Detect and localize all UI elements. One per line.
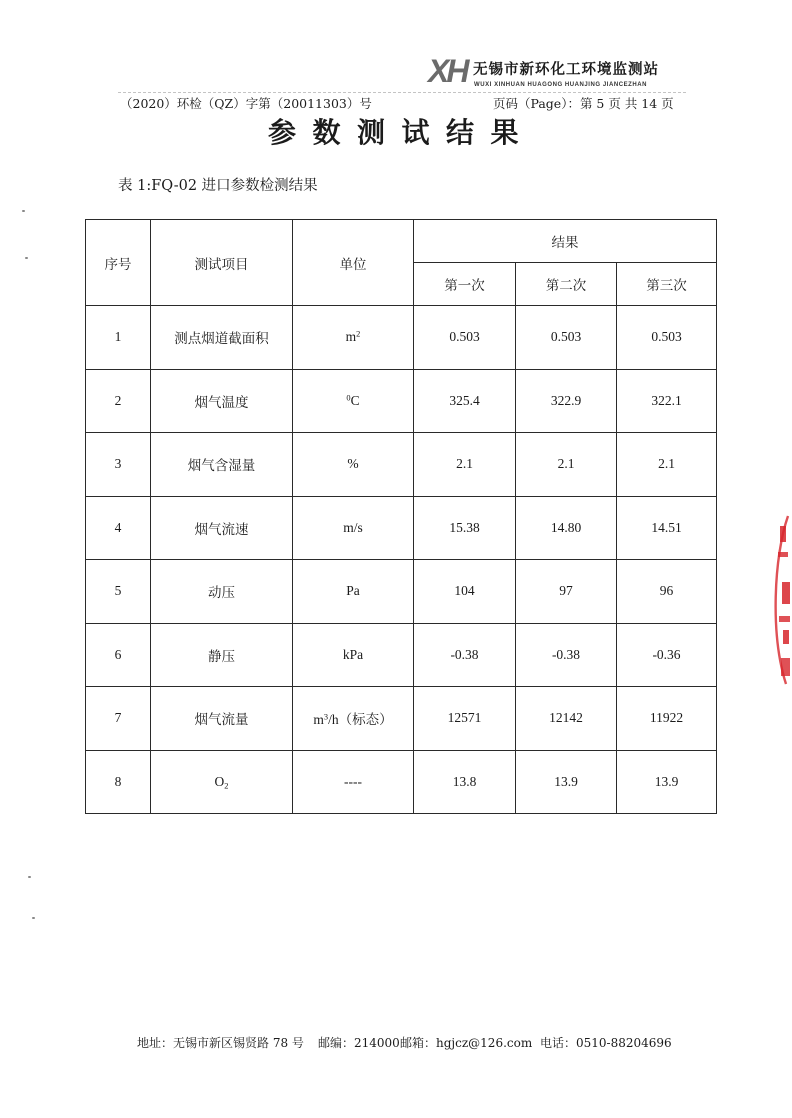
table-head [86, 220, 717, 306]
unit-cell: kPa [293, 623, 414, 687]
page-number-info: 页码（Page）：第 5 页 共 14 页 [493, 96, 674, 111]
seq-cell: 2 [86, 369, 151, 433]
unit-cell: m/s [293, 496, 414, 560]
result-cell-run-3: 96 [617, 560, 717, 624]
scan-speck [25, 257, 28, 259]
unit-cell [293, 369, 414, 433]
unit-supscript: 0 [346, 393, 351, 403]
item-cell: 动压 [151, 560, 293, 624]
result-cell-run-2: 12142 [516, 687, 617, 751]
item-cell: 烟气含湿量 [151, 433, 293, 497]
table-row [86, 306, 717, 370]
col-header-unit: 单位 [293, 220, 414, 306]
result-cell-run-3: 14.51 [617, 496, 717, 560]
unit-text: C [350, 392, 360, 408]
col-header-run-1: 第一次 [414, 263, 516, 306]
result-cell-run-1: 0.503 [414, 306, 516, 370]
item-cell: 烟气流速 [151, 496, 293, 560]
seal-mark [782, 582, 790, 604]
result-cell-run-3: 11922 [617, 687, 717, 751]
logo-mark: XH [428, 53, 467, 89]
result-cell-run-1: 13.8 [414, 750, 516, 814]
unit-text: /h（标态） [328, 712, 393, 728]
table-row [86, 687, 717, 751]
scan-speck [22, 210, 25, 212]
item-cell [151, 750, 293, 814]
header-row [86, 220, 717, 263]
item-cell: 烟气温度 [151, 369, 293, 433]
seq-cell: 3 [86, 433, 151, 497]
item-cell: 静压 [151, 623, 293, 687]
result-cell-run-1: 325.4 [414, 369, 516, 433]
scan-speck [28, 876, 31, 878]
result-cell-run-2: 2.1 [516, 433, 617, 497]
result-cell-run-1: 104 [414, 560, 516, 624]
col-header-seq: 序号 [86, 220, 151, 306]
scan-speck [32, 917, 35, 919]
unit-cell [293, 306, 414, 370]
table-body [86, 306, 717, 814]
seal-mark [783, 630, 789, 644]
result-cell-run-2: 97 [516, 560, 617, 624]
item-subscript: 2 [224, 781, 229, 791]
result-cell-run-3: -0.36 [617, 623, 717, 687]
item-text: O [214, 773, 225, 789]
unit-text: m [345, 329, 357, 345]
table-caption: 表 1:FQ-02 进口参数检测结果 [118, 178, 318, 194]
result-cell-run-2: 14.80 [516, 496, 617, 560]
unit-cell [293, 687, 414, 751]
unit-supscript: 3 [323, 712, 329, 722]
result-cell-run-2: 0.503 [516, 306, 617, 370]
result-cell-run-3: 2.1 [617, 433, 717, 497]
footer-phone: 电话：0510-88204696 [540, 1036, 672, 1050]
org-name-en: WUXI XINHUAN HUAGONG HUANJING JIANCEZHAN [474, 82, 648, 88]
result-cell-run-2: 13.9 [516, 750, 617, 814]
table-row [86, 560, 717, 624]
org-name-cn: 无锡市新环化工环境监测站 [473, 62, 659, 78]
table-row [86, 369, 717, 433]
seq-cell: 8 [86, 750, 151, 814]
col-header-results: 结果 [414, 220, 717, 263]
result-cell-run-3: 0.503 [617, 306, 717, 370]
result-cell-run-1: 12571 [414, 687, 516, 751]
result-cell-run-1: 2.1 [414, 433, 516, 497]
seal-mark [779, 616, 790, 622]
footer-email: 邮箱：hgjcz@126.com [400, 1036, 533, 1050]
table-row [86, 496, 717, 560]
result-cell-run-2: -0.38 [516, 623, 617, 687]
result-cell-run-1: 15.38 [414, 496, 516, 560]
item-cell: 烟气流量 [151, 687, 293, 751]
seq-cell: 4 [86, 496, 151, 560]
table-row [86, 750, 717, 814]
footer-postcode: 邮编：214000 [318, 1036, 400, 1050]
item-cell: 测点烟道截面积 [151, 306, 293, 370]
unit-text: m [313, 712, 324, 728]
unit-supscript: 2 [356, 329, 361, 339]
header-rule [118, 92, 686, 93]
seq-cell: 5 [86, 560, 151, 624]
page-title: 参数测试结果 [268, 116, 536, 149]
unit-cell: % [293, 433, 414, 497]
seal-mark [781, 658, 790, 676]
report-number: （2020）环检（QZ）字第（20011303）号 [120, 96, 372, 111]
seq-cell: 6 [86, 623, 151, 687]
seal-fragment [764, 512, 792, 688]
result-cell-run-1: -0.38 [414, 623, 516, 687]
result-cell-run-3: 322.1 [617, 369, 717, 433]
col-header-run-3: 第三次 [617, 263, 717, 306]
seq-cell: 1 [86, 306, 151, 370]
unit-cell: ---- [293, 750, 414, 814]
results-table [85, 219, 717, 814]
col-header-run-2: 第二次 [516, 263, 617, 306]
footer-address: 地址：无锡市新区锡贤路 78 号 [137, 1036, 304, 1050]
unit-cell: Pa [293, 560, 414, 624]
table-row [86, 433, 717, 497]
table-row [86, 623, 717, 687]
seal-mark [780, 526, 786, 542]
col-header-item: 测试项目 [151, 220, 293, 306]
seal-mark [778, 552, 788, 557]
result-cell-run-2: 322.9 [516, 369, 617, 433]
result-cell-run-3: 13.9 [617, 750, 717, 814]
seq-cell: 7 [86, 687, 151, 751]
